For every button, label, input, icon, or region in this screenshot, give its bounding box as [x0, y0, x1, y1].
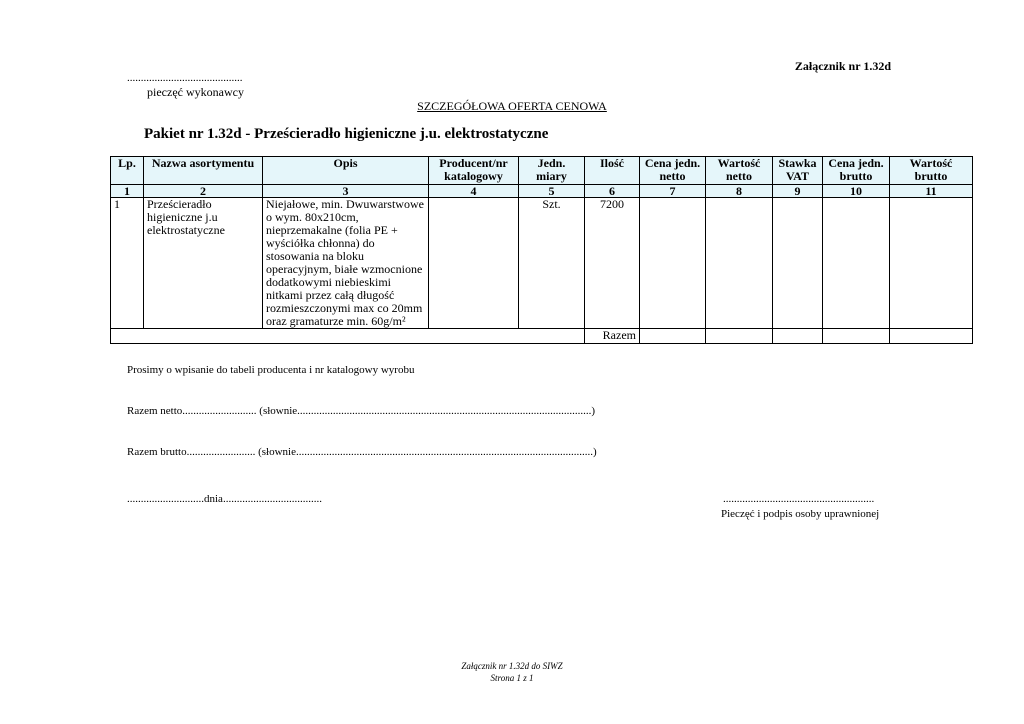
- total-vat[interactable]: [773, 329, 823, 344]
- cell-value-net[interactable]: [706, 198, 773, 329]
- col-number: 11: [890, 185, 973, 198]
- cell-price-gross[interactable]: [823, 198, 890, 329]
- package-title: Pakiet nr 1.32d - Prześcieradło higieniczne j.u. elektrostatyczne: [144, 126, 549, 142]
- cell-desc: Niejałowe, min. Dwuwarstwowe o wym. 80x210cm, nieprzemakalne (folia PE + wyściółka chłonna) do stosowania na bloku operacyjnym, białe wzmocnione dodatkowymi niebieskimi nitkami przez całą długość rozmieszczonymi max co 20mm oraz gramaturze min. 60g/m²: [263, 198, 429, 329]
- cell-name: Prześcieradło higieniczne j.u elektrostatyczne: [144, 198, 263, 329]
- cell-price-net[interactable]: [640, 198, 706, 329]
- col-desc: Opis: [263, 157, 429, 185]
- col-value-gross: Wartość brutto: [890, 157, 973, 185]
- total-value-net[interactable]: [706, 329, 773, 344]
- total-netto-line: Razem netto........................... (słownie...........................................................................................................): [127, 405, 596, 417]
- stamp-label: pieczęć wykonawcy: [147, 85, 244, 99]
- col-number: 6: [585, 185, 640, 198]
- total-row: [111, 329, 973, 344]
- attachment-label: Załącznik nr 1.32d: [794, 59, 891, 73]
- col-value-net: Wartość netto: [706, 157, 773, 185]
- total-spacer: [111, 329, 585, 344]
- col-vat: Stawka VAT: [773, 157, 823, 185]
- col-number: 5: [519, 185, 585, 198]
- total-value-gross[interactable]: [890, 329, 973, 344]
- col-number: 4: [429, 185, 519, 198]
- column-number-row: [111, 185, 973, 198]
- col-unit: Jedn. miary: [519, 157, 585, 185]
- col-number: 8: [706, 185, 773, 198]
- table-row: [111, 198, 973, 329]
- header-row: [111, 157, 973, 185]
- cell-vat[interactable]: [773, 198, 823, 329]
- offer-table: [110, 156, 973, 344]
- cell-lp: 1: [111, 198, 144, 329]
- col-number: 1: [111, 185, 144, 198]
- cell-unit: Szt.: [519, 198, 585, 329]
- request-note: Prosimy o wpisanie do tabeli producenta i nr katalogowy wyrobu: [127, 364, 415, 376]
- col-price-net: Cena jedn. netto: [640, 157, 706, 185]
- col-price-gross: Cena jedn. brutto: [823, 157, 890, 185]
- cell-producer[interactable]: [429, 198, 519, 329]
- col-number: 7: [640, 185, 706, 198]
- col-number: 2: [144, 185, 263, 198]
- col-number: 3: [263, 185, 429, 198]
- stamp-dots: ..........................................: [127, 72, 243, 84]
- footer-attachment: Załącznik nr 1.32d do SIWZ: [461, 661, 563, 671]
- total-brutto-line: Razem brutto......................... (słownie............................................................................................................): [127, 446, 597, 458]
- cell-value-gross[interactable]: [890, 198, 973, 329]
- footer-page: Strona 1 z 1: [490, 673, 534, 683]
- col-lp: Lp.: [111, 157, 144, 185]
- col-number: 9: [773, 185, 823, 198]
- col-producer: Producent/nr katalogowy: [429, 157, 519, 185]
- date-line: ............................dnia....................................: [127, 493, 322, 505]
- signature-label: Pieczęć i podpis osoby uprawnionej: [721, 508, 880, 520]
- col-qty: Ilość: [585, 157, 640, 185]
- cell-qty: 7200: [585, 198, 640, 329]
- total-price-net[interactable]: [640, 329, 706, 344]
- col-number: 10: [823, 185, 890, 198]
- signature-dots: .......................................................: [723, 493, 875, 505]
- total-label: Razem: [585, 329, 640, 344]
- document-title: SZCZEGÓŁOWA OFERTA CENOWA: [417, 99, 607, 113]
- total-price-gross[interactable]: [823, 329, 890, 344]
- col-name: Nazwa asortymentu: [144, 157, 263, 185]
